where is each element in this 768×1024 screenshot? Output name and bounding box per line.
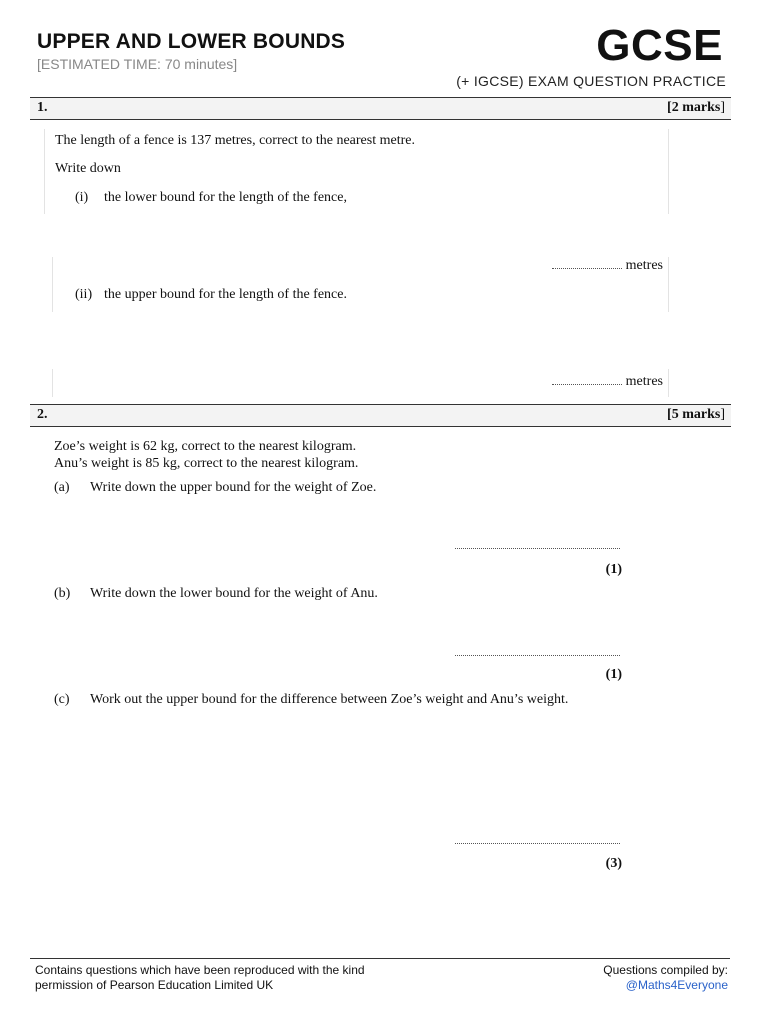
q1-box-right-line-3 (668, 369, 669, 397)
q1-part-ii-answer[interactable] (552, 374, 663, 390)
q2-part-c-answer-line[interactable] (455, 843, 620, 844)
q1-part-ii-label: (ii) (75, 287, 93, 302)
q1-part-i-label: (i) (75, 190, 89, 205)
q1-box-left-line-3 (52, 369, 53, 397)
question-2-number: 2. (37, 407, 48, 422)
footer-permission-line-1: Contains questions which have been reproduced with the kind (35, 963, 365, 977)
q2-part-a-answer-line[interactable] (455, 548, 620, 549)
q1-part-ii-text: the upper bound for the length of the fence. (104, 287, 347, 302)
footer-permission-line-2: permission of Pearson Education Limited UK (35, 978, 274, 992)
q2-stem-line-2: Anu’s weight is 85 kg, correct to the nearest kilogram. (54, 456, 359, 471)
q2-part-c-text: Work out the upper bound for the difference between Zoe’s weight and Anu’s weight. (90, 692, 569, 707)
q1-box-left-line (44, 129, 45, 214)
worksheet-title: UPPER AND LOWER BOUNDS (37, 30, 346, 53)
q2-part-b-answer-line[interactable] (455, 655, 620, 656)
q1-part-i-answer[interactable] (552, 258, 663, 274)
footer-compiled-by: Questions compiled by: (603, 963, 728, 977)
q2-part-b-marks: (1) (605, 667, 622, 682)
q2-part-b-text: Write down the lower bound for the weight of Anu. (90, 586, 378, 601)
question-1-number: 1. (37, 100, 48, 115)
question-2-marks: [5 marks] (667, 407, 725, 422)
q1-box-right-line (668, 129, 669, 214)
q2-part-a-text: Write down the upper bound for the weight of Zoe. (90, 480, 377, 495)
q1-box-right-line-2 (668, 257, 669, 312)
footer-divider (30, 958, 730, 959)
q1-stem: The length of a fence is 137 metres, correct to the nearest metre. (55, 133, 415, 148)
answer-dotted-line[interactable] (552, 259, 622, 269)
q2-part-c-marks: (3) (605, 856, 622, 871)
q1-part-i-unit: metres (625, 258, 663, 273)
q2-part-a-label: (a) (54, 480, 70, 495)
question-1-bar (30, 97, 731, 120)
q1-part-ii-unit: metres (625, 374, 663, 389)
q2-stem-line-1: Zoe’s weight is 62 kg, correct to the nearest kilogram. (54, 439, 357, 454)
question-1-marks: [2 marks] (667, 100, 725, 115)
footer-author-handle[interactable]: @Maths4Everyone (625, 978, 728, 992)
q2-part-c-label: (c) (54, 692, 70, 707)
q2-part-a-marks: (1) (605, 562, 622, 577)
brand-gcse: GCSE (596, 21, 723, 70)
q2-part-b-label: (b) (54, 586, 71, 601)
answer-dotted-line[interactable] (552, 375, 622, 385)
brand-subtitle: (+ IGCSE) EXAM QUESTION PRACTICE (456, 73, 726, 89)
estimated-time: [ESTIMATED TIME: 70 minutes] (37, 56, 238, 72)
q1-part-i-text: the lower bound for the length of the fence, (104, 190, 347, 205)
q1-instruction: Write down (55, 161, 121, 176)
q1-box-left-line-2 (52, 257, 53, 312)
question-2-bar (30, 404, 731, 427)
